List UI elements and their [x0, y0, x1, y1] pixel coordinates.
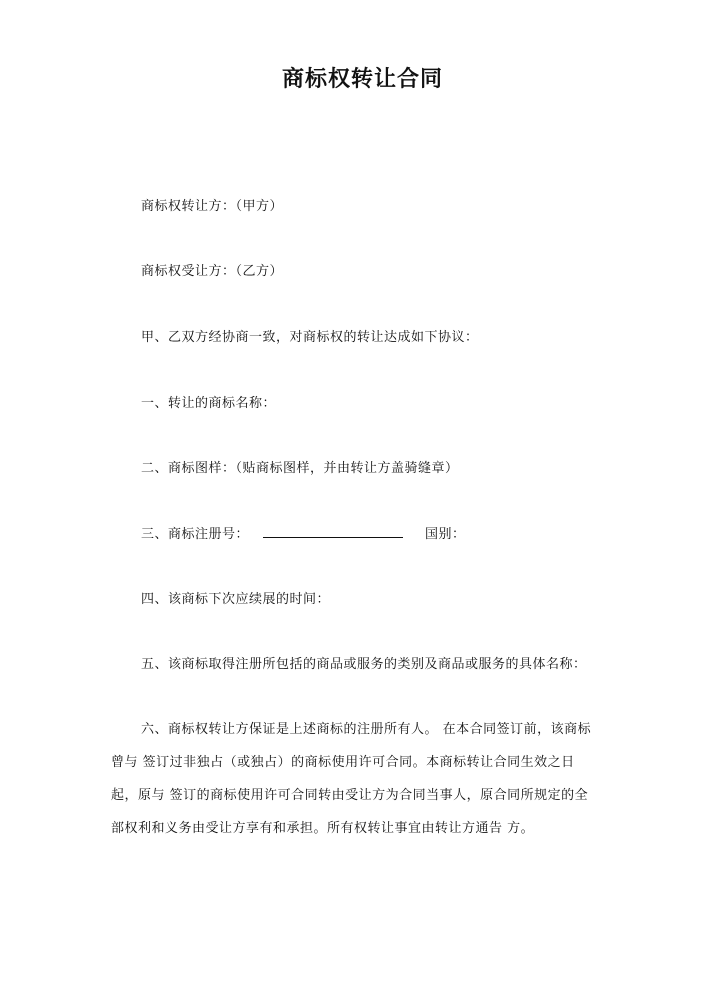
document-title: 商标权转让合同: [281, 67, 443, 92]
clause-6-line: 六、商标权转让方保证是上述商标的注册所有人。 在本合同签订前，该商标: [141, 722, 592, 737]
agreement-line: 甲、乙双方经协商一致，对商标权的转让达成如下协议：: [141, 330, 479, 345]
registration-number-blank: [263, 525, 403, 538]
clause-6-line: 曾与 签订过非独占（或独占）的商标使用许可合同。本商标转让合同生效之日: [111, 755, 575, 770]
clause-2-trademark-image: 二、商标图样：（贴商标图样，并由转让方盖骑缝章）: [141, 461, 459, 476]
country-label: 国别：: [425, 527, 466, 542]
clause-3-registration-number: [141, 525, 466, 544]
clause-4-renewal-time: 四、该商标下次应续展的时间：: [141, 592, 331, 607]
clause-3-label: 三、商标注册号：: [141, 527, 250, 542]
clause-5-goods-services: 五、该商标取得注册所包括的商品或服务的类别及商品或服务的具体名称：: [141, 657, 587, 672]
clause-6-paragraph: [111, 713, 633, 845]
clause-6-line: 部权利和义务由受让方享有和承担。所有权转让事宜由转让方通告 方。: [111, 821, 535, 836]
clause-1-trademark-name: 一、转让的商标名称：: [141, 396, 277, 411]
transferor-line: 商标权转让方：（甲方）: [141, 199, 284, 214]
transferee-line: 商标权受让方：（乙方）: [141, 264, 284, 279]
clause-6-line: 起，原与 签订的商标使用许可合同转由受让方为合同当事人，原合同所规定的全: [111, 788, 589, 803]
